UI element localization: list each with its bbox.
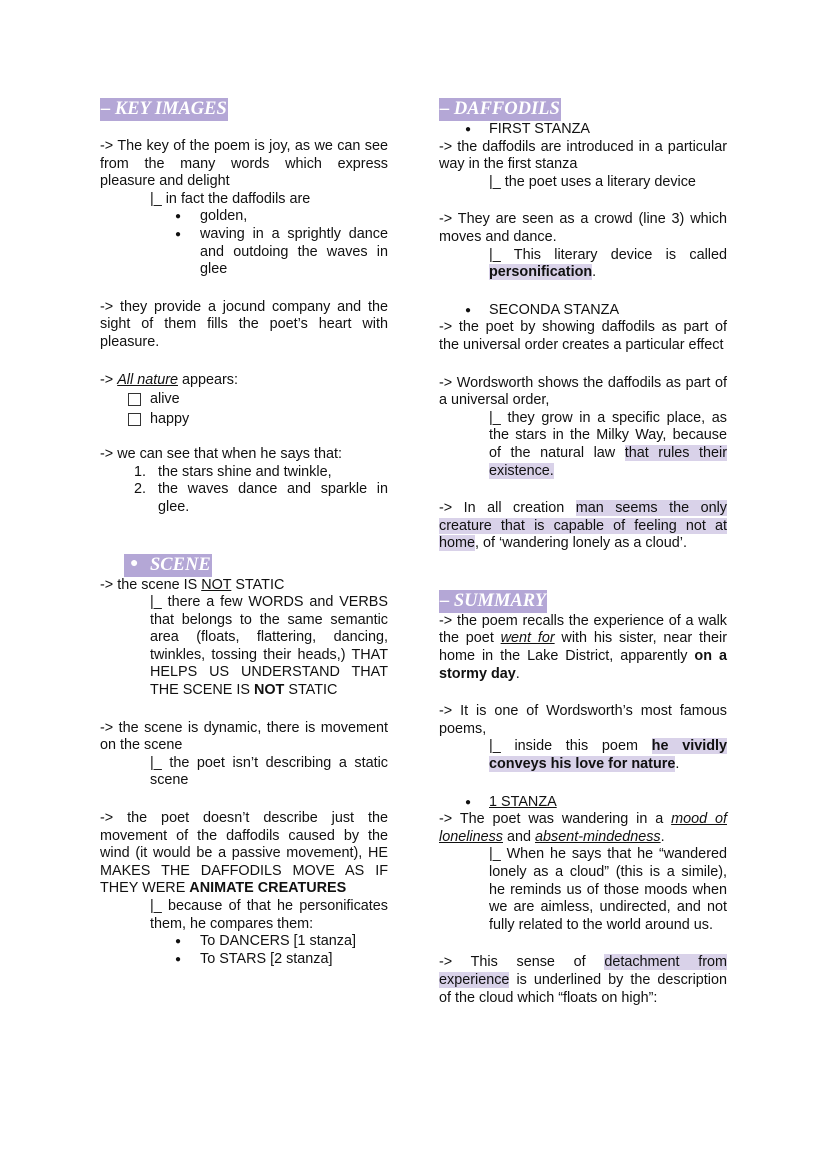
- key-images-heading: – KEY IMAGES: [101, 99, 227, 119]
- stormy-day-bold: on a stormy day: [439, 648, 727, 682]
- daffodils-text: |_ they grow in a specific place, as the stars in the Milky Way, because of the natural law: [489, 409, 727, 461]
- animate-creatures-bold: ANIMATE CREATURES: [189, 880, 347, 897]
- scene-text: |_ there a few WORDS and VERBS that belongs to the same semantic area (floats, flattering, dancing, twinkles, tossing their heads,) THAT HELPS US UNDERSTAND THAT THE SCENE IS: [150, 594, 388, 699]
- absent-mindedness-emphasis: absent-mindedness: [535, 828, 661, 845]
- went-for-emphasis: went for: [500, 630, 555, 647]
- checkbox-item-happy[interactable]: [128, 409, 388, 429]
- scene-text: STATIC: [231, 576, 285, 593]
- summary-paragraph-1: [439, 613, 727, 683]
- daffodils-section: [439, 98, 727, 553]
- scene-sub-note-3: |_ because of that he personificates them, he compares them:: [150, 898, 388, 932]
- summary-text: and: [503, 828, 536, 845]
- daffodils-text: -> In all creation: [439, 500, 576, 517]
- summary-section: [439, 590, 727, 1007]
- key-images-section: [100, 98, 388, 517]
- left-column: [100, 98, 388, 968]
- checkbox-item-alive[interactable]: [128, 389, 388, 409]
- daffodils-sub-note-2: [489, 247, 727, 282]
- personification-highlight: personification: [489, 264, 593, 281]
- key-images-sub-note: |_ in fact the daffodils are: [150, 190, 311, 207]
- summary-stanza-label: [489, 794, 727, 812]
- love-for-nature-highlight: he vividly conveys his love for nature: [489, 738, 727, 773]
- summary-paragraph-3: [439, 811, 727, 846]
- list-item: 1. the stars shine and twinkle,: [150, 464, 388, 482]
- daffodils-text: , of ‘wandering lonely as a cloud’.: [475, 535, 687, 552]
- scene-paragraph-1: [100, 577, 388, 595]
- summary-text: is underlined by the description of the cloud which “floats on high”:: [439, 971, 727, 1006]
- summary-sub-note-3: |_ When he says that he “wandered lonely as a cloud” (this is a simile), he reminds us of those moods when we are aimless, undirected, and not fully related to the world around us.: [489, 846, 727, 933]
- summary-heading: – SUMMARY: [440, 590, 547, 611]
- scene-text: STATIC: [284, 682, 338, 699]
- daffodils-sub-note-1: |_ the poet uses a literary device: [489, 173, 696, 190]
- scene-heading-wrapper: [124, 554, 212, 577]
- summary-text: with his sister, near their home in the Lake District, apparently: [439, 630, 727, 665]
- daffodils-paragraph-2: -> They are seen as a crowd (line 3) which moves and dance.: [439, 211, 727, 245]
- summary-text: -> The poet was wandering in a: [439, 811, 672, 828]
- second-stanza-label: ● SECONDA STANZA: [489, 302, 727, 320]
- arrow-prefix: ->: [100, 371, 118, 388]
- natural-law-highlight: that rules their existence.: [489, 444, 728, 479]
- summary-paragraph-4: [439, 954, 727, 1007]
- list-item: 2. the waves dance and sparkle in glee.: [150, 481, 388, 516]
- daffodils-text: .: [592, 264, 597, 281]
- not-emphasis: NOT: [201, 576, 232, 593]
- checkbox-icon[interactable]: [128, 393, 141, 406]
- detachment-highlight: detachment from experience: [439, 954, 727, 988]
- scene-sub-note-2: |_ the poet isn’t describing a static scene: [150, 754, 388, 789]
- summary-text: |_ inside this poem: [489, 738, 652, 755]
- checkbox-icon[interactable]: [128, 413, 141, 426]
- daffodils-heading: – DAFFODILS: [440, 99, 560, 119]
- summary-text: .: [675, 756, 680, 773]
- list-item: ● waving in a sprightly dance and outdoing the waves in glee: [200, 226, 388, 279]
- stanza-one-underline: 1 STANZA: [489, 793, 557, 810]
- key-images-bullet-list: [200, 208, 388, 278]
- scene-bullet-list: [200, 933, 388, 968]
- right-column: [439, 98, 727, 1007]
- summary-text: .: [660, 828, 665, 845]
- scene-sub-note-1: [150, 594, 388, 700]
- key-images-paragraph-4: -> we can see that when he says that:: [100, 446, 342, 463]
- checkbox-label: alive: [150, 391, 180, 408]
- scene-paragraph-3: [100, 810, 388, 898]
- scene-heading: SCENE: [124, 554, 212, 577]
- list-item: ● To STARS [2 stanza]: [200, 951, 388, 969]
- man-creature-highlight: man seems the only creature that is capable of feeling not at home: [439, 500, 727, 552]
- summary-paragraph-2: -> It is one of Wordsworth’s most famous poems,: [439, 703, 727, 737]
- summary-text: -> This sense of: [439, 954, 605, 971]
- scene-section: [100, 554, 388, 969]
- scene-paragraph-2: -> the scene is dynamic, there is movement on the scene: [100, 719, 388, 754]
- list-item: ● golden,: [200, 208, 388, 226]
- summary-text: .: [515, 665, 520, 682]
- all-nature-emphasis: All nature: [117, 371, 178, 388]
- scene-text: -> the scene IS: [100, 576, 202, 593]
- checkbox-list: [128, 389, 388, 429]
- key-images-paragraph-2: -> they provide a jocund company and the sight of them fills the poet’s heart with pleasure.: [100, 298, 388, 350]
- numbered-list: [100, 464, 388, 517]
- checkbox-label: happy: [150, 411, 190, 428]
- first-stanza-label: ● FIRST STANZA: [489, 121, 727, 139]
- daffodils-paragraph-4: -> Wordsworth shows the daffodils as part of a universal order,: [439, 374, 727, 409]
- daffodils-paragraph-1: -> the daffodils are introduced in a particular way in the first stanza: [439, 138, 727, 173]
- key-images-paragraph-1: -> The key of the poem is joy, as we can see from the many words which express pleasure and delight: [100, 138, 388, 190]
- daffodils-paragraph-3: -> the poet by showing daffodils as part of the universal order creates a particular effect: [439, 319, 727, 353]
- summary-text: -> the poem recalls the experience of a walk the poet: [439, 612, 727, 647]
- key-images-paragraph-3: [100, 372, 388, 390]
- daffodils-text: |_ This literary device is called: [489, 246, 727, 263]
- list-item: ● To DANCERS [1 stanza]: [200, 933, 388, 951]
- scene-text: -> the poet doesn’t describe just the movement of the daffodils caused by the wind (it would be a passive movement), HE MAKES THE DAFFODILS MOVE AS IF THEY WERE: [100, 810, 388, 897]
- appears-text: appears:: [178, 371, 239, 388]
- daffodils-sub-note-4: [489, 410, 727, 480]
- not-bold: NOT: [253, 682, 285, 699]
- daffodils-paragraph-5: [439, 500, 727, 553]
- summary-sub-note-2: [489, 738, 727, 773]
- loneliness-emphasis: mood of loneliness: [439, 811, 727, 845]
